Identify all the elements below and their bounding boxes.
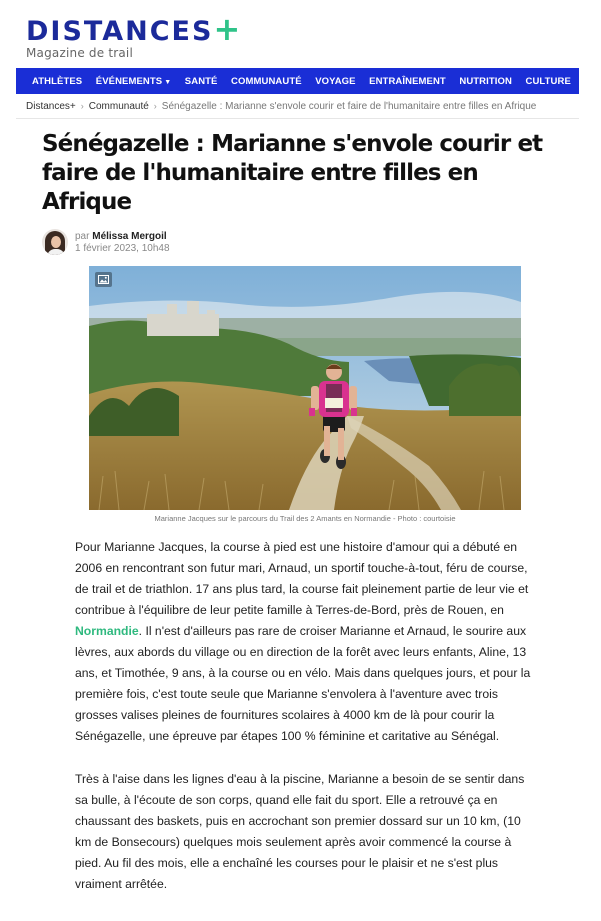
author-prefix: par [75,230,90,242]
breadcrumb [26,101,536,112]
hero-image[interactable] [89,266,521,510]
logo-wordmark [26,10,243,48]
nav-item-athletes[interactable]: ATHLÈTES [32,75,83,87]
article-paragraph: Très à l'aise dans les lignes d'eau à la piscine, Marianne a besoin de se sentir dans sa bulle, à l'écoute de son corps, quand elle fait du sport. Elle a retrouvé ça en chaussant des baskets, puis en accrochant son premier dossard sur un 10 km, (10 km de Bonsecours) quelques mois seulement après avoir commencé la course à pied. Au fil des mois, elle a enchaîné les courses pour le plaisir et ne s'est plus vraiment arrêtée. [75,772,525,891]
header-divider [16,118,579,119]
gallery-icon[interactable] [95,272,112,287]
article-paragraph [75,537,535,747]
image-caption: Marianne Jacques sur le parcours du Trail des 2 Amants en Normandie - Photo : courtoisie [154,514,456,523]
logo-plus-icon: + [213,10,243,48]
breadcrumb-section[interactable]: Communauté [88,101,149,112]
site-logo[interactable] [26,10,243,60]
nav-item-culture[interactable]: CULTURE [525,75,571,87]
logo-tagline: Magazine de trail [26,46,133,60]
article-title: Sénégazelle : Marianne s'envole courir et faire de l'humanitaire entre filles en Afrique [42,131,543,215]
nav-item-sante[interactable]: SANTÉ [184,75,218,87]
author-avatar[interactable] [42,229,68,255]
author-name[interactable]: Mélissa Mergoil [92,230,167,242]
breadcrumb-home[interactable]: Distances+ [26,101,76,112]
normandie-link[interactable]: Normandie [75,624,139,638]
logo-text: DISTANCES [26,16,214,47]
chevron-right-icon: › [153,101,157,111]
nav-item-entrainement[interactable]: ENTRAÎNEMENT [369,75,446,87]
chevron-right-icon: › [80,101,84,111]
publish-date: 1 février 2023, 10h48 [75,242,170,254]
nav-item-communaute[interactable]: COMMUNAUTÉ [231,75,302,87]
nav-item-label: ÉVÉNEMENTS [95,75,163,87]
nav-item-nutrition[interactable]: NUTRITION [459,75,512,87]
breadcrumb-current: Sénégazelle : Marianne s'envole courir et faire de l'humanitaire entre filles en Afrique [161,101,537,112]
nav-item-voyage[interactable]: VOYAGE [315,75,356,87]
chevron-down-icon: ▼ [164,78,172,86]
paragraph-text: Pour Marianne Jacques, la course à pied est une histoire d'amour qui a débuté en 2006 en rencontrant son futur mari, Arnaud, un sportif touche-à-tout, féru de course, de trail et de triathlon. 17 ans plus tard, la course fait pleinement partie de leur vie et contribue à l'équilibre de leur petite famille à Terres-de-Bord, près de Rouen, en [75,540,529,617]
main-navigation [16,68,579,94]
author-block [42,229,170,255]
paragraph-text: . Il n'est d'ailleurs pas rare de croiser Marianne et Arnaud, le sourire aux lèvres, aux abords du village ou en direction de la forêt avec leurs enfants, Aline, 13 ans, et Timothée, 9 ans, à la course ou en vélo. Mais dans quelques jours, et pour la première fois, c'est toute seule que Marianne s'envolera à l'aventure avec trois grosses valises pleines de fournitures scolaires à 4000 km de là pour courir la Sénégazelle, une épreuve par étapes 100 % féminine et caritative au Sénégal. [75,624,531,743]
nav-item-evenements[interactable] [96,76,172,87]
